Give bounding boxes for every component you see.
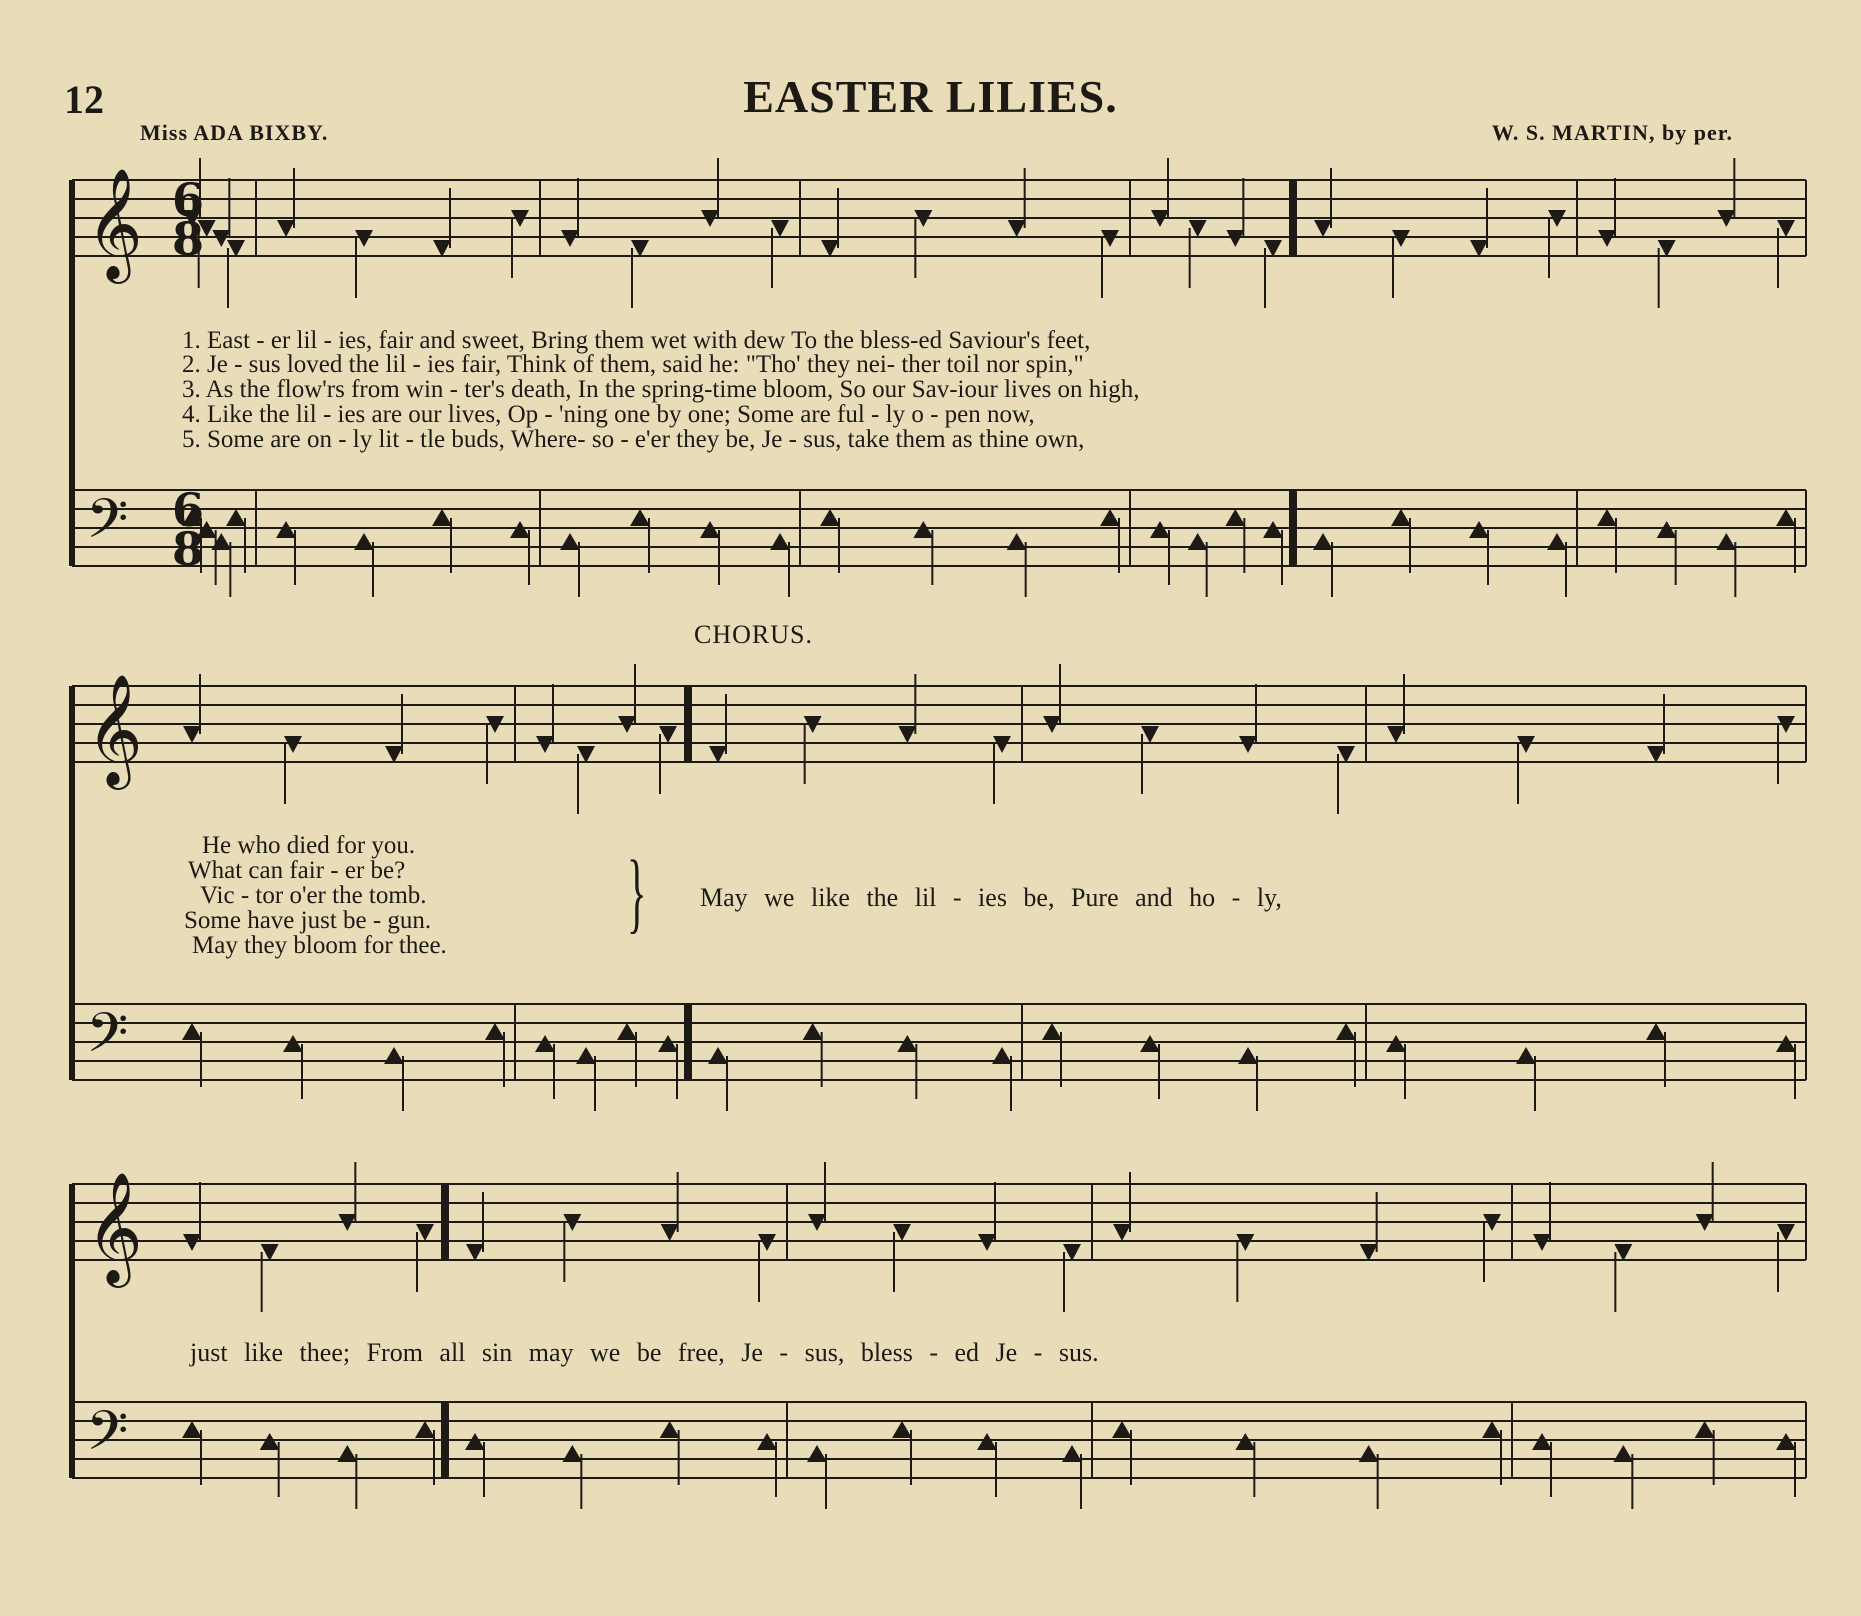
shape-note-head [1469,521,1489,538]
shape-note-head [1695,1421,1715,1438]
shape-note-head [562,1445,582,1462]
shape-note-head [1063,1244,1081,1261]
shape-note-head [182,1023,202,1040]
shape-note-head [892,1421,912,1438]
verse-line-4: 4. Like the lil - ies are our lives, Op - 'ning one by one; Some are ful - ly o - pen now, [182,401,1035,428]
shape-note-head [770,533,790,550]
shape-note-head [337,1445,357,1462]
shape-note-head [1313,533,1333,550]
shape-note-head [1776,1035,1796,1052]
shape-note-head [1337,746,1355,763]
chorus-ending-1: He who died for you. [202,832,416,859]
time-signature-numerator: 6 [172,173,205,227]
shape-note-head [758,1234,776,1251]
shape-note-head [415,1421,435,1438]
shape-note-head [1387,726,1405,743]
shape-note-head [227,240,245,257]
shape-note-head [771,220,789,237]
shape-note-head [1360,1244,1378,1261]
shape-note-head [1226,230,1244,247]
shape-note-head [1236,1234,1254,1251]
lyricist-credit: Miss ADA BIXBY. [140,120,329,145]
shape-note-head [355,230,373,247]
shape-note-head [1225,509,1245,526]
refrain-line-1: May we like the lil - ies be, Pure and ho - ly, [700,883,1282,912]
shape-note-head [661,1224,679,1241]
shape-note-head [560,533,580,550]
shape-note-head [1533,1234,1551,1251]
treble-clef: 𝄞 [86,1171,143,1283]
shape-note-head [1150,521,1170,538]
time-signature-denominator: 8 [172,522,205,576]
shape-note-head [183,1234,201,1251]
shape-note-head [432,509,452,526]
shape-note-head [631,240,649,257]
shape-note-head [433,240,451,257]
shape-note-head [659,726,677,743]
shape-note-head [535,1035,555,1052]
time-signature-denominator: 8 [172,212,205,266]
shape-note-head [283,1035,303,1052]
shape-note-head [1042,1023,1062,1040]
shape-note-head [803,1023,823,1040]
shape-note-head [416,1224,434,1241]
bass-clef: 𝄢 [86,487,129,564]
shape-note-head [260,1433,280,1450]
chorus-ending-5: May they bloom for thee. [192,932,447,959]
verse-line-5: 5. Some are on - ly lit - tle buds, Where- so - e'er they be, Je - sus, take them as thine own, [182,426,1085,453]
shape-note-head [807,1445,827,1462]
shape-note-head [354,533,374,550]
shape-note-head [576,1047,596,1064]
chorus-label: CHORUS. [694,620,813,649]
shape-note-head [466,1244,484,1261]
shape-note-head [212,230,230,247]
treble-clef: 𝄞 [86,167,143,279]
shape-note-head [465,1433,485,1450]
shape-note-head [1517,736,1535,753]
shape-note-head [977,1433,997,1450]
shape-note-head [276,521,296,538]
shape-note-head [226,509,246,526]
shape-note-head [1336,1023,1356,1040]
shape-note-head [1776,1433,1796,1450]
lyric-brace: } [627,843,647,942]
shape-note-head [1597,509,1617,526]
shape-note-head [820,509,840,526]
composer-credit: W. S. MARTIN, by per. [1491,120,1733,145]
shape-note-head [709,746,727,763]
shape-note-head [1613,1445,1633,1462]
bass-clef: 𝄢 [86,1399,129,1476]
shape-note-head [284,736,302,753]
shape-note-head [1113,1224,1131,1241]
shape-note-head [561,230,579,247]
shape-note-head [1386,1035,1406,1052]
shape-note-head [1112,1421,1132,1438]
shape-note-head [978,1234,996,1251]
shape-note-head [1140,1035,1160,1052]
chorus-ending-4: Some have just be - gun. [184,907,432,934]
shape-note-head [1647,746,1665,763]
verse-line-3: 3. As the flow'rs from win - ter's death, In the spring-time bloom, So our Sav-iour lives on high, [182,376,1140,403]
shape-note-head [1007,533,1027,550]
shape-note-head [182,1421,202,1438]
shape-note-head [183,726,201,743]
shape-note-head [1263,521,1283,538]
shape-note-head [1062,1445,1082,1462]
shape-note-head [1189,220,1207,237]
shape-note-head [992,1047,1012,1064]
shape-note-head [708,1047,728,1064]
shape-note-head [700,521,720,538]
shape-note-head [277,220,295,237]
shape-note-head [1100,509,1120,526]
shape-note-head [1776,509,1796,526]
shape-note-head [1239,736,1257,753]
shape-note-head [1391,509,1411,526]
shape-note-head [1777,1224,1795,1241]
refrain-line-2: just like thee; From all sin may we be free, Je - sus, bless - ed Je - sus. [190,1338,1099,1367]
shape-note-head [658,1035,678,1052]
shape-note-head [1658,240,1676,257]
shape-note-head [1101,230,1119,247]
shape-note-head [993,736,1011,753]
shape-note-head [660,1421,680,1438]
shape-note-head [1264,240,1282,257]
shape-note-head [1516,1047,1536,1064]
verse-line-1: 1. East - er lil - ies, fair and sweet, Bring them wet with dew To the bless-ed Saviour's feet, [182,327,1091,354]
shape-note-head [1470,240,1488,257]
time-signature-numerator: 6 [172,483,205,537]
shape-note-head [630,509,650,526]
shape-note-head [1188,533,1208,550]
shape-note-head [1657,521,1677,538]
shape-note-head [757,1433,777,1450]
shape-note-head [510,521,530,538]
shape-note-head [821,240,839,257]
shape-note-head [1482,1421,1502,1438]
shape-note-head [384,1047,404,1064]
shape-note-head [913,521,933,538]
shape-note-head [1598,230,1616,247]
bass-clef: 𝄢 [86,1001,129,1078]
shape-note-head [898,726,916,743]
shape-note-head [385,746,403,763]
shape-note-head [617,1023,637,1040]
treble-clef: 𝄞 [86,673,143,785]
shape-note-head [261,1244,279,1261]
shape-note-head [1532,1433,1552,1450]
verse-line-2: 2. Je - sus loved the lil - ies fair, Think of them, said he: "Tho' they nei- ther toil nor spin," [182,351,1084,378]
shape-note-head [1008,220,1026,237]
shape-note-head [1238,1047,1258,1064]
shape-note-head [1614,1244,1632,1261]
chorus-ending-3: Vic - tor o'er the tomb. [200,882,427,909]
shape-note-head [893,1224,911,1241]
shape-note-head [1646,1023,1666,1040]
shape-note-head [897,1035,917,1052]
shape-note-head [1716,533,1736,550]
shape-note-head [1314,220,1332,237]
shape-note-head [1141,726,1159,743]
shape-note-head [536,736,554,753]
page-number: 12 [64,77,104,122]
chorus-ending-2: What can fair - er be? [188,857,406,884]
shape-note-head [1547,533,1567,550]
shape-note-head [485,1023,505,1040]
shape-note-head [1777,220,1795,237]
song-title: EASTER LILIES. [743,71,1118,122]
shape-note-head [577,746,595,763]
shape-note-head [1392,230,1410,247]
shape-note-head [1359,1445,1379,1462]
shape-note-head [1235,1433,1255,1450]
